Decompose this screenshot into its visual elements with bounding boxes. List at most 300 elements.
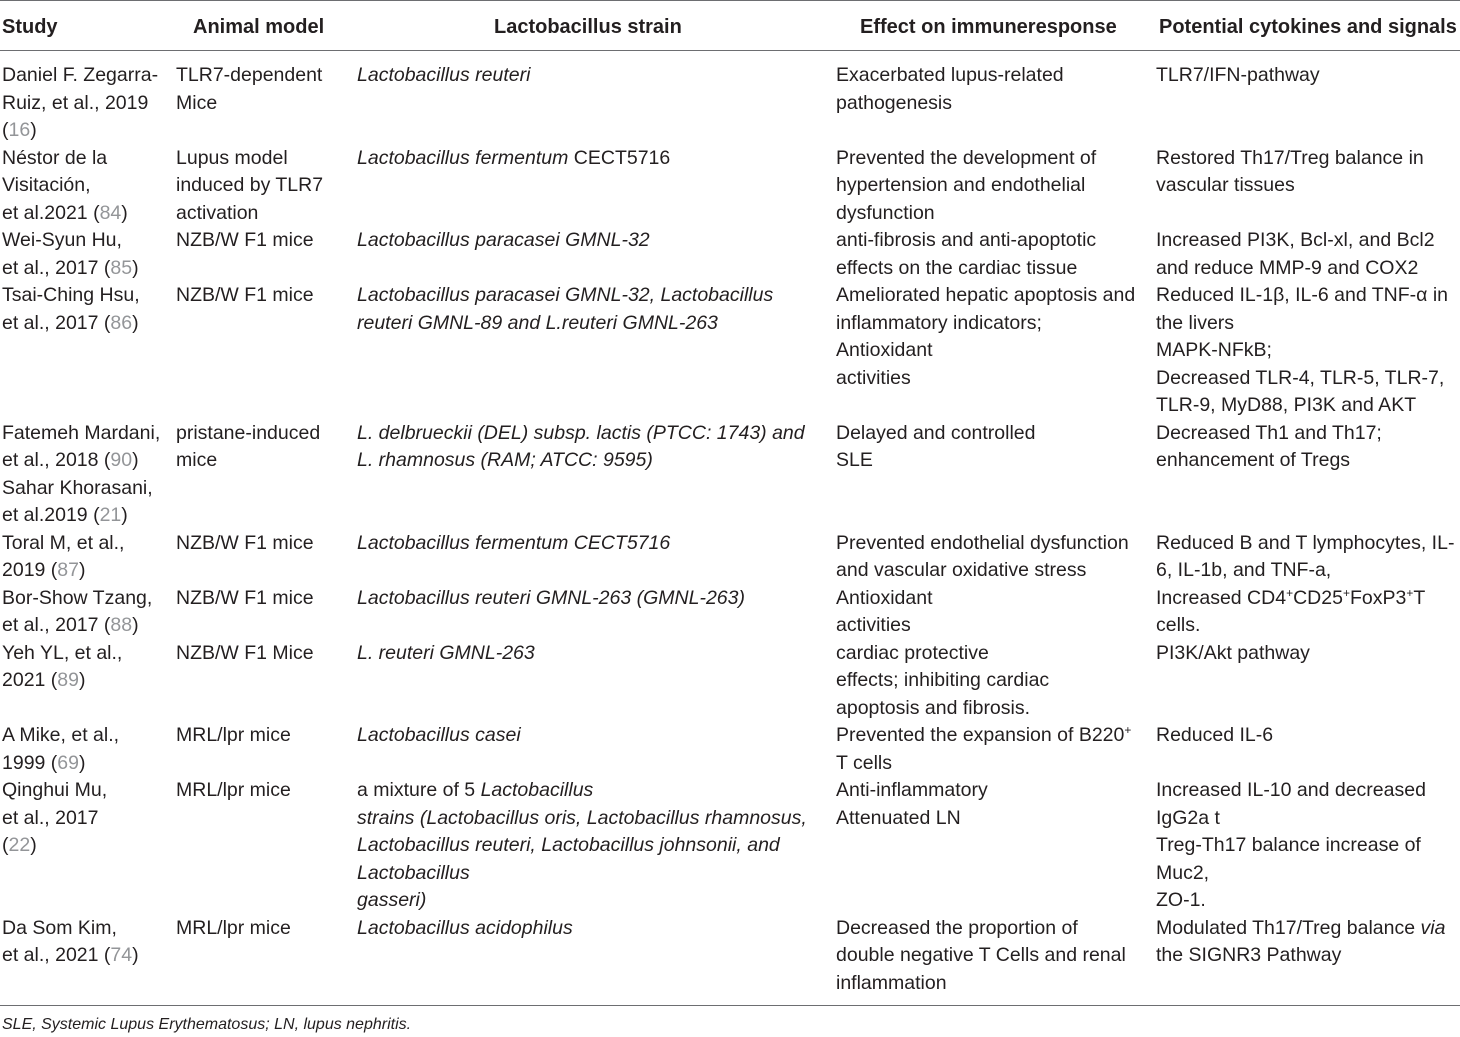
lactobacillus-strain-cell <box>357 420 805 475</box>
immune-effect-cell <box>836 145 1096 228</box>
study-text: Tsai-Ching Hsu, <box>2 284 140 306</box>
lactobacillus-strain-cell <box>357 530 670 558</box>
header-animal-model: Animal model <box>193 16 325 38</box>
study-text: Fatemeh Mardani, <box>2 421 161 444</box>
signal-line-run: FoxP3 <box>1349 586 1407 609</box>
study-text: Yeh YL, et al., <box>2 641 123 664</box>
study-line <box>2 227 139 255</box>
strain-line <box>357 887 807 915</box>
study-text: ) <box>30 119 37 141</box>
cytokines-signals-cell <box>1156 585 1425 640</box>
strain-line-run: gasseri) <box>357 889 427 911</box>
reference-number: 85 <box>110 256 133 279</box>
study-text: et al., 2017 ( <box>2 256 111 279</box>
signal-line <box>1156 337 1448 365</box>
effect-line <box>836 145 1096 173</box>
strain-line <box>357 145 670 173</box>
signal-line-run: PI3K/Akt pathway <box>1156 641 1310 664</box>
strain-line-run: reuteri GMNL-89 and L.reuteri GMNL-263 <box>357 311 718 334</box>
effect-text: Antioxidant <box>836 339 933 361</box>
table-row <box>0 282 1460 420</box>
table-row <box>0 722 1460 777</box>
animal-model-cell <box>176 777 291 805</box>
signal-line-run: Muc2, <box>1156 861 1210 884</box>
effect-text: apoptosis and fibrosis. <box>836 696 1031 719</box>
header-rule <box>0 50 1460 51</box>
study-cell <box>2 282 140 337</box>
signal-line-run: TLR7/IFN-pathway <box>1156 64 1320 86</box>
effect-text: SLE <box>836 449 873 471</box>
table-row <box>0 145 1460 228</box>
signal-line <box>1156 887 1426 915</box>
cytokines-signals-cell <box>1156 777 1426 915</box>
effect-line <box>836 255 1096 283</box>
study-cell <box>2 145 128 228</box>
lactobacillus-strain-cell <box>357 640 535 668</box>
study-line <box>2 585 152 613</box>
immune-effect-cell <box>836 777 988 832</box>
strain-line <box>357 282 773 310</box>
signal-line-run: Reduced B and T lymphocytes, IL- <box>1156 531 1455 554</box>
superscript: + <box>1406 585 1414 600</box>
animal-model-line: NZB/W F1 mice <box>176 586 314 609</box>
effect-text: anti-fibrosis and anti-apoptotic <box>836 229 1097 251</box>
lactobacillus-strain-cell <box>357 722 521 750</box>
animal-model-line: pristane-induced <box>176 421 321 444</box>
strain-line-run: Lactobacillus <box>357 861 470 884</box>
signal-line <box>1156 255 1435 283</box>
signal-line <box>1156 62 1320 90</box>
study-line <box>2 942 139 970</box>
effect-line <box>836 915 1126 943</box>
strain-line-run: L. reuteri GMNL-263 <box>357 641 535 664</box>
signal-line <box>1156 282 1448 310</box>
study-line <box>2 722 119 750</box>
header-effect-on-immune-response: Effect on immuneresponse <box>860 16 1117 38</box>
strain-line <box>357 227 650 255</box>
signal-line-run: Restored Th17/Treg balance in <box>1156 146 1424 169</box>
effect-line <box>836 337 1135 365</box>
lactobacillus-strain-cell <box>357 915 573 943</box>
study-line <box>2 145 128 173</box>
cytokines-signals-cell <box>1156 145 1424 200</box>
animal-model-cell <box>176 227 314 255</box>
effect-text: and vascular oxidative stress <box>836 559 1087 581</box>
immune-effect-cell <box>836 722 1131 777</box>
effect-line <box>836 667 1049 695</box>
study-text: Da Som Kim, <box>2 916 117 939</box>
signal-line <box>1156 447 1382 475</box>
study-text: ) <box>132 614 139 636</box>
animal-model-cell <box>176 282 314 310</box>
signal-line-run: IgG2a t <box>1156 806 1220 829</box>
strain-line-run: Lactobacillus paracasei GMNL-32, Lactobacillus <box>357 284 774 306</box>
strain-line <box>357 805 807 833</box>
signal-line-run: MAPK-NFkB; <box>1156 339 1272 361</box>
signal-line-run: Reduced IL-6 <box>1156 724 1274 746</box>
table-row <box>0 62 1460 145</box>
study-text: ) <box>121 201 128 224</box>
study-text: ( <box>2 834 9 856</box>
lactobacillus-strain-cell <box>357 777 807 915</box>
lactobacillus-strain-cell <box>357 585 745 613</box>
animal-model-line: TLR7-dependent <box>176 64 323 86</box>
strain-line-run: L. rhamnosus (RAM; ATCC: 9595) <box>357 449 653 471</box>
study-text: 2019 ( <box>2 559 58 581</box>
study-line <box>2 530 124 558</box>
signal-line-run: T <box>1413 586 1426 609</box>
study-line <box>2 777 107 805</box>
strain-line-run: Lactobacillus acidophilus <box>357 916 573 939</box>
strain-line <box>357 62 530 90</box>
reference-number: 84 <box>99 201 122 224</box>
reference-number: 69 <box>57 751 79 774</box>
effect-line <box>836 695 1049 723</box>
effect-line <box>836 777 988 805</box>
animal-model-line: induced by TLR7 <box>176 174 324 196</box>
cytokines-signals-cell <box>1156 915 1445 970</box>
study-text: et al., 2017 ( <box>2 614 111 636</box>
signal-line-run: CD25 <box>1293 586 1343 609</box>
cytokines-signals-cell <box>1156 62 1320 90</box>
strain-line <box>357 832 807 860</box>
table-row <box>0 530 1460 585</box>
study-line <box>2 282 140 310</box>
strain-line-run: Lactobacillus <box>480 779 594 801</box>
strain-line <box>357 915 573 943</box>
study-line <box>2 310 140 338</box>
study-text: et al., 2018 ( <box>2 449 111 471</box>
table-row <box>0 227 1460 282</box>
strain-line <box>357 420 805 448</box>
effect-line <box>836 612 932 640</box>
study-line <box>2 62 158 90</box>
study-text: Néstor de la <box>2 146 108 169</box>
study-text: Ruiz, et al., 2019 <box>2 91 149 114</box>
signal-line-run: the livers <box>1156 311 1235 334</box>
table-footnote: SLE, Systemic Lupus Erythematosus; LN, lupus nephritis. <box>2 1016 412 1033</box>
immune-effect-cell <box>836 227 1096 282</box>
effect-text: Prevented the expansion of B220 <box>836 724 1125 746</box>
effect-line <box>836 227 1096 255</box>
study-text: et al., 2017 ( <box>2 311 111 334</box>
study-line <box>2 915 139 943</box>
effect-text: activities <box>836 614 911 636</box>
effect-text: Antioxidant <box>836 586 933 609</box>
animal-model-line: activation <box>176 201 259 224</box>
study-line <box>2 750 119 778</box>
effect-text: Anti-inflammatory <box>836 779 988 801</box>
strain-line-run: Lactobacillus casei <box>357 724 521 746</box>
strain-line-run: Lactobacillus reuteri <box>357 64 531 86</box>
study-line <box>2 640 122 668</box>
study-cell <box>2 722 119 777</box>
effect-line <box>836 90 1064 118</box>
immune-effect-cell <box>836 640 1049 723</box>
study-text: et al., 2021 ( <box>2 944 111 966</box>
study-text: 1999 ( <box>2 751 58 774</box>
cytokines-signals-cell <box>1156 420 1382 475</box>
strain-line <box>357 640 535 668</box>
study-text: A Mike, et al., <box>2 724 120 746</box>
signal-line <box>1156 915 1445 943</box>
study-cell <box>2 227 139 282</box>
study-text: Daniel F. Zegarra- <box>2 64 159 86</box>
strain-line <box>357 447 805 475</box>
signal-line-run: via <box>1420 916 1446 939</box>
study-cell <box>2 585 152 640</box>
signal-line <box>1156 942 1445 970</box>
top-rule <box>0 0 1460 1</box>
study-line <box>2 117 158 145</box>
study-text: ) <box>132 944 139 966</box>
cytokines-signals-cell <box>1156 722 1273 750</box>
immune-effect-cell <box>836 282 1135 392</box>
table-body <box>0 62 1460 997</box>
study-cell <box>2 640 122 695</box>
reference-number: 87 <box>57 559 79 581</box>
study-text: ) <box>132 311 139 334</box>
signal-line-run: TLR-9, MyD88, PI3K and AKT <box>1156 394 1417 416</box>
header-lactobacillus-strain: Lactobacillus strain <box>494 16 682 38</box>
signal-line <box>1156 310 1448 338</box>
immune-effect-cell <box>836 915 1126 998</box>
lactobacillus-strain-cell <box>357 227 650 255</box>
effect-line <box>836 200 1096 228</box>
signal-line <box>1156 172 1424 200</box>
strain-line-run: Lactobacillus paracasei GMNL-32 <box>357 229 650 251</box>
cytokines-signals-cell <box>1156 640 1310 668</box>
effect-text: hypertension and endothelial <box>836 174 1086 196</box>
signal-line-run: cells. <box>1156 614 1201 636</box>
effect-line <box>836 447 1035 475</box>
lactobacillus-strain-cell <box>357 145 670 173</box>
study-text: Visitación, <box>2 174 91 196</box>
effect-line <box>836 585 932 613</box>
strain-line <box>357 777 807 805</box>
signal-line <box>1156 722 1273 750</box>
animal-model-line: Mice <box>176 91 218 114</box>
bottom-rule <box>0 1005 1460 1006</box>
strain-line <box>357 860 807 888</box>
signal-line <box>1156 420 1382 448</box>
animal-model-line: MRL/lpr mice <box>176 724 291 746</box>
signal-line-run: Increased PI3K, Bcl-xl, and Bcl2 <box>1156 229 1435 251</box>
study-text: et al.2019 ( <box>2 504 100 526</box>
table-row <box>0 915 1460 998</box>
signal-line-run: ZO-1. <box>1156 889 1206 911</box>
header-cytokines-and-signals: Potential cytokines and signals <box>1159 16 1457 38</box>
table-row <box>0 640 1460 723</box>
effect-text: Ameliorated hepatic apoptosis and <box>836 284 1136 306</box>
study-line <box>2 667 122 695</box>
animal-model-cell <box>176 530 314 558</box>
signal-line-run: Treg-Th17 balance increase of <box>1156 834 1421 856</box>
signal-line-run: vascular tissues <box>1156 174 1295 196</box>
signal-line-run: and reduce MMP-9 and COX2 <box>1156 256 1419 279</box>
signal-line-run: Increased IL-10 and decreased <box>1156 779 1426 801</box>
study-line <box>2 502 160 530</box>
reference-number: 88 <box>110 614 133 636</box>
cytokines-signals-cell <box>1156 530 1454 585</box>
study-line <box>2 200 128 228</box>
cytokines-signals-cell <box>1156 227 1435 282</box>
signal-line-run: Modulated Th17/Treg balance <box>1156 916 1421 939</box>
study-text: ) <box>132 256 139 279</box>
effect-line <box>836 750 1131 778</box>
reference-number: 74 <box>110 944 133 966</box>
effect-text: dysfunction <box>836 201 935 224</box>
signal-line-run: enhancement of Tregs <box>1156 449 1351 471</box>
immune-effect-cell <box>836 530 1129 585</box>
superscript: + <box>1124 723 1132 737</box>
study-line <box>2 420 160 448</box>
study-text: ) <box>79 559 86 581</box>
study-text: Wei-Syun Hu, <box>2 229 122 251</box>
effect-text: activities <box>836 366 911 389</box>
study-text: et al., 2017 <box>2 806 99 829</box>
strain-line <box>357 530 670 558</box>
study-text: Bor-Show Tzang, <box>2 586 153 609</box>
effect-text: Decreased the proportion of <box>836 916 1078 939</box>
effect-text: Exacerbated lupus-related <box>836 64 1064 86</box>
effect-text: effects on the cardiac tissue <box>836 256 1078 279</box>
animal-model-line: Lupus model <box>176 146 288 169</box>
animal-model-line: MRL/lpr mice <box>176 916 291 939</box>
effect-text: pathogenesis <box>836 91 953 114</box>
animal-model-cell <box>176 62 322 117</box>
effect-line <box>836 282 1135 310</box>
study-line <box>2 90 158 118</box>
animal-model-line: NZB/W F1 Mice <box>176 641 314 664</box>
study-line <box>2 557 124 585</box>
strain-line <box>357 585 745 613</box>
animal-model-cell <box>176 915 291 943</box>
effect-line <box>836 420 1035 448</box>
signal-line-run: Reduced IL-1β, IL-6 and TNF-α in <box>1156 284 1449 306</box>
effect-text: double negative T Cells and renal <box>836 944 1126 966</box>
animal-model-cell <box>176 722 291 750</box>
study-line <box>2 475 160 503</box>
effect-text: inflammation <box>836 971 947 994</box>
effect-text: Prevented endothelial dysfunction <box>836 531 1129 554</box>
signal-line <box>1156 832 1426 860</box>
immune-effect-cell <box>836 62 1064 117</box>
study-line <box>2 832 107 860</box>
study-text: Toral M, et al., <box>2 531 125 554</box>
signal-line <box>1156 227 1435 255</box>
signal-line-run: Increased CD4 <box>1156 586 1287 609</box>
study-text: ) <box>79 751 86 774</box>
study-line <box>2 172 128 200</box>
header-study: Study <box>2 16 58 38</box>
signal-line-run: Decreased Th1 and Th17; <box>1156 421 1382 444</box>
reference-number: 21 <box>99 504 122 526</box>
study-line <box>2 805 107 833</box>
strain-line-run: Lactobacillus fermentum CECT5716 <box>357 531 671 554</box>
study-text: ) <box>30 834 37 856</box>
study-text: 2021 ( <box>2 669 58 691</box>
study-cell <box>2 915 139 970</box>
study-text: et al.2021 ( <box>2 201 100 224</box>
study-text: ) <box>132 449 139 471</box>
reference-number: 90 <box>110 449 133 471</box>
immune-effect-cell <box>836 585 932 640</box>
effect-text: cardiac protective <box>836 641 989 664</box>
study-line <box>2 612 152 640</box>
table-row <box>0 420 1460 530</box>
cytokines-signals-cell <box>1156 282 1448 420</box>
strain-line-run: L. delbrueckii (DEL) subsp. lactis (PTCC: 1743) and <box>357 421 805 444</box>
effect-line <box>836 310 1135 338</box>
effect-line <box>836 970 1126 998</box>
study-cell <box>2 777 107 860</box>
animal-model-line: mice <box>176 449 218 471</box>
reference-number: 22 <box>8 834 31 856</box>
effect-line <box>836 62 1064 90</box>
strain-line-run: CECT5716 <box>568 146 671 169</box>
signal-line <box>1156 612 1425 640</box>
signal-line <box>1156 777 1426 805</box>
study-cell <box>2 420 160 530</box>
strain-line-run: Lactobacillus reuteri, Lactobacillus johnsonii, and <box>357 834 780 856</box>
immune-effect-cell <box>836 420 1035 475</box>
study-text: Sahar Khorasani, <box>2 476 153 499</box>
animal-model-cell <box>176 585 314 613</box>
reference-number: 86 <box>110 311 133 334</box>
study-line <box>2 447 160 475</box>
effect-text: Attenuated LN <box>836 806 961 829</box>
animal-model-line: MRL/lpr mice <box>176 779 291 801</box>
animal-model-line: NZB/W F1 mice <box>176 229 314 251</box>
reference-number: 89 <box>57 669 79 691</box>
superscript: + <box>1342 585 1350 600</box>
signal-line <box>1156 365 1448 393</box>
signal-line <box>1156 805 1426 833</box>
signal-line <box>1156 640 1310 668</box>
effect-line <box>836 172 1096 200</box>
animal-model-line: NZB/W F1 mice <box>176 531 314 554</box>
study-text: Qinghui Mu, <box>2 779 108 801</box>
effect-line <box>836 640 1049 668</box>
effect-text: inflammatory indicators; <box>836 311 1042 334</box>
effect-line <box>836 530 1129 558</box>
animal-model-line: NZB/W F1 mice <box>176 284 314 306</box>
signal-line <box>1156 557 1454 585</box>
effect-line <box>836 805 988 833</box>
animal-model-cell <box>176 420 320 475</box>
study-cell <box>2 530 124 585</box>
signal-line-run: the SIGNR3 Pathway <box>1156 944 1342 966</box>
signal-line <box>1156 585 1425 613</box>
signal-line-run: 6, IL-1b, and TNF-a, <box>1156 559 1332 581</box>
effect-line <box>836 557 1129 585</box>
strain-line-run: a mixture of 5 <box>357 779 481 801</box>
study-text: ) <box>79 669 86 691</box>
reference-number: 16 <box>8 119 31 141</box>
study-text: ) <box>121 504 128 526</box>
lactobacillus-strain-cell <box>357 62 530 90</box>
signal-line <box>1156 392 1448 420</box>
strain-line-run: strains (Lactobacillus oris, Lactobacillus rhamnosus, <box>357 806 807 829</box>
effect-line <box>836 942 1126 970</box>
strain-line <box>357 722 521 750</box>
table-row <box>0 585 1460 640</box>
effect-line <box>836 365 1135 393</box>
signal-line-run: Decreased TLR-4, TLR-5, TLR-7, <box>1156 366 1445 389</box>
study-cell <box>2 62 158 145</box>
signal-line <box>1156 860 1426 888</box>
